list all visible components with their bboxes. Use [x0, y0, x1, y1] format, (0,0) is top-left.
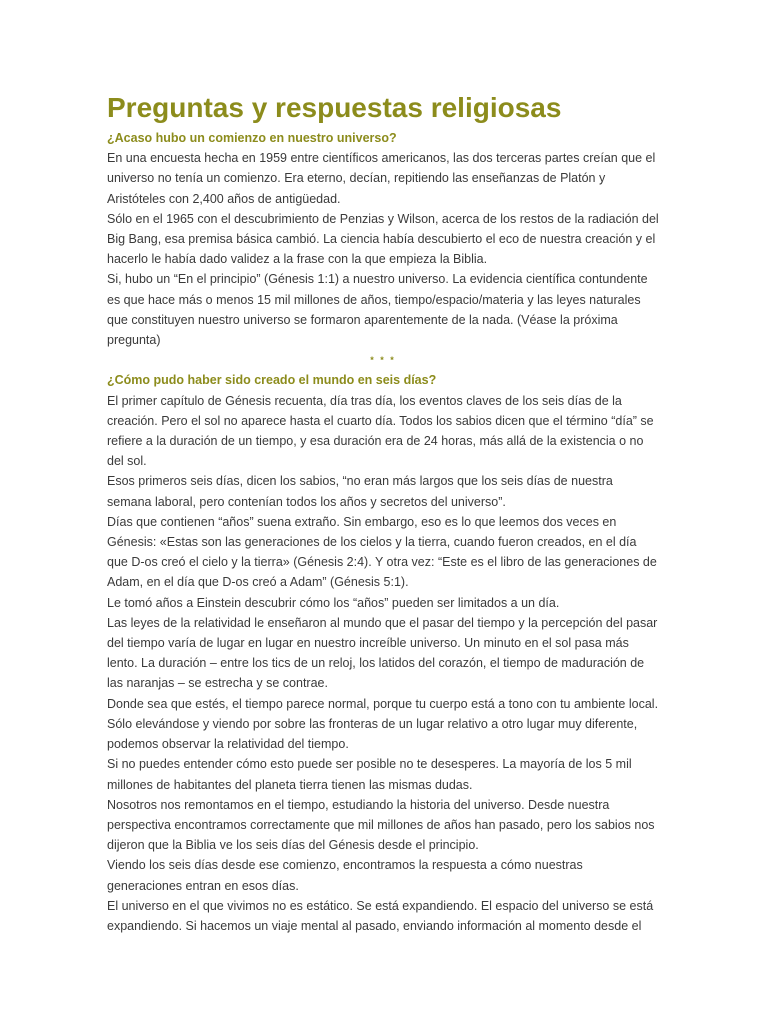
- paragraph: El universo en el que vivimos no es estático. Se está expandiendo. El espacio del universo se está expandiendo. Si hacemos un viaje mental al pasado, enviando información al momento desde el: [107, 898, 654, 933]
- paragraph: Viendo los seis días desde ese comienzo, encontramos la respuesta a cómo nuestras generaciones entran en esos días.: [107, 858, 583, 893]
- document-title: Preguntas y respuestas religiosas: [107, 92, 562, 123]
- section-1: [107, 128, 659, 350]
- paragraph: Si no puedes entender cómo esto puede ser posible no te desesperes. La mayoría de los 5 mil millones de habitantes del planeta tierra tienen las mismas dudas.: [107, 757, 632, 792]
- paragraph: Le tomó años a Einstein descubrir cómo los “años” pueden ser limitados a un día.: [107, 595, 560, 610]
- paragraph: Las leyes de la relatividad le enseñaron al mundo que el pasar del tiempo y la percepción del pasar del tiempo varía de lugar en lugar en nuestro increíble universo. Un minuto en el sol pasa más lento. La duración – entre los tics de un reloj, los latidos del corazón, el tiempo de maduración de las naranjas – se estrecha y se contrae.: [107, 615, 658, 691]
- paragraph: El primer capítulo de Génesis recuenta, día tras día, los eventos claves de los seis días de la creación. Pero el sol no aparece hasta el cuarto día. Todos los sabios dicen que el término “día” se refiere a la duración de un tiempo, y esa duración era de 24 horas, más allá de la existencia o no del sol.: [107, 393, 654, 469]
- paragraph: En una encuesta hecha en 1959 entre científicos americanos, las dos terceras partes creían que el universo no tenía un comienzo. Era eterno, decían, repitiendo las enseñanzas de Platón y Aristóteles con 2,400 años de antigüedad.: [107, 151, 656, 206]
- paragraph: Sólo en el 1965 con el descubrimiento de Penzias y Wilson, acerca de los restos de la radiación del Big Bang, esa premisa básica cambió. La ciencia había descubierto el eco de nuestra creación y el hacerlo le había dado validez a la frase con la que empieza la Biblia.: [107, 211, 659, 267]
- question-heading: ¿Cómo pudo haber sido creado el mundo en seis días?: [107, 373, 437, 388]
- section-2: [107, 370, 659, 936]
- paragraph: Días que contienen “años” suena extraño. Sin embargo, eso es lo que leemos dos veces en Génesis: «Estas son las generaciones de los cielos y la tierra, cuando fueron creados, en el día que D-os creó el cielo y la tierra» (Génesis 2:4). Y otra vez: “Este es el libro de las generaciones de Adam, en el día que D-os creó a Adam” (Génesis 5:1).: [107, 514, 657, 590]
- paragraph: Si, hubo un “En el principio” (Génesis 1:1) a nuestro universo. La evidencia científica contundente es que hace más o menos 15 mil millones de años, tiempo/espacio/materia y las leyes naturales que constituyen nuestro universo se formaron aparentemente de la nada. (Véase la próxima pregunta): [107, 272, 648, 348]
- paragraph: Donde sea que estés, el tiempo parece normal, porque tu cuerpo está a tono con tu ambiente local. Sólo elevándose y viendo por sobre las fronteras de un lugar relativo a otro lugar muy diferente, podemos observar la relatividad del tiempo.: [107, 696, 659, 752]
- question-heading: ¿Acaso hubo un comienzo en nuestro universo?: [107, 131, 397, 145]
- section-separator: * * *: [370, 355, 396, 366]
- document-page: [107, 88, 659, 936]
- paragraph: Esos primeros seis días, dicen los sabios, “no eran más largos que los seis días de nuestra semana laboral, pero contenían todos los años y secretos del universo”.: [107, 474, 613, 509]
- paragraph: Nosotros nos remontamos en el tiempo, estudiando la historia del universo. Desde nuestra perspectiva encontramos correctamente que mil millones de años han pasado, pero los sabios nos dijeron que la Biblia ve los seis días del Génesis desde el principio.: [107, 797, 655, 853]
